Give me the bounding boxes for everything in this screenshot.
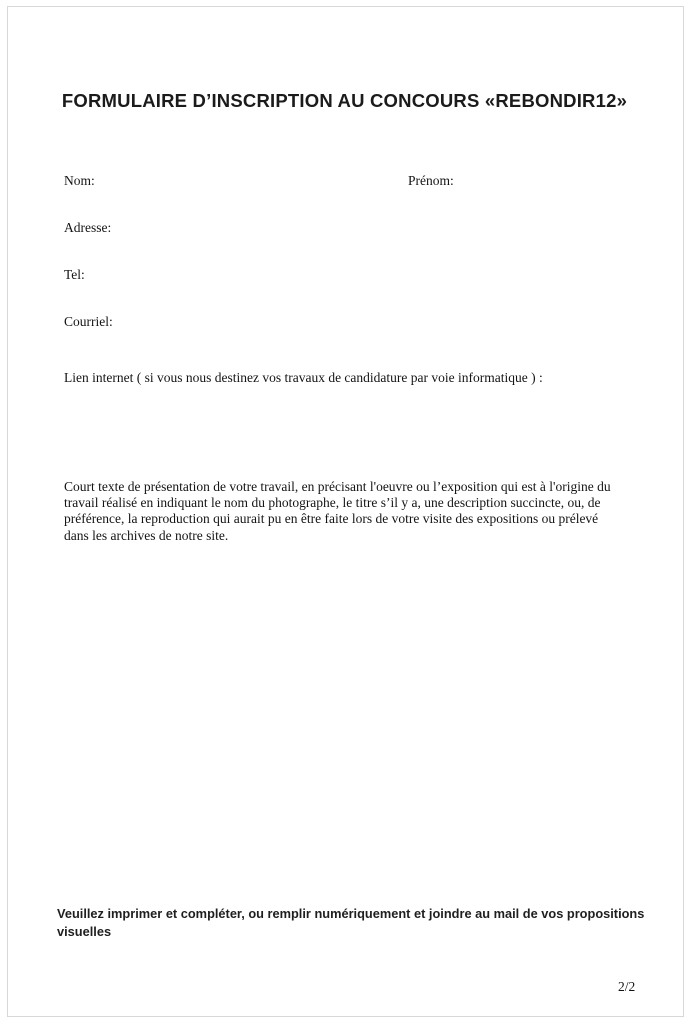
description-line-4: dans les archives de notre site. <box>64 527 229 543</box>
description-line-3: préférence, la reproduction qui aurait pu en être faite lors de votre visite des expositions ou prélevé <box>64 511 599 527</box>
page-number: 2/2 <box>618 979 636 994</box>
lien-internet-label: Lien internet ( si vous nous destinez vos travaux de candidature par voie informatique ) : <box>64 370 543 385</box>
nom-label: Nom: <box>64 173 95 188</box>
form-title: FORMULAIRE D’INSCRIPTION AU CONCOURS «REBONDIR12» <box>61 90 628 112</box>
adresse-label: Adresse: <box>64 220 112 235</box>
instruction-line-1: Veuillez imprimer et compléter, ou remplir numériquement et joindre au mail de vos propositions <box>57 906 645 921</box>
tel-label: Tel: <box>64 267 85 282</box>
prenom-label: Prénom: <box>408 173 454 188</box>
courriel-label: Courriel: <box>64 314 113 329</box>
work-description <box>64 479 611 544</box>
print-instruction <box>57 905 644 941</box>
instruction-line-2: visuelles <box>57 924 112 939</box>
description-line-1: Court texte de présentation de votre travail, en précisant l'oeuvre ou l’exposition qui est à l'origine du <box>64 479 611 494</box>
description-line-2: travail réalisé en indiquant le nom du photographe, le titre s’il y a, une description succincte, ou, de <box>64 495 601 511</box>
